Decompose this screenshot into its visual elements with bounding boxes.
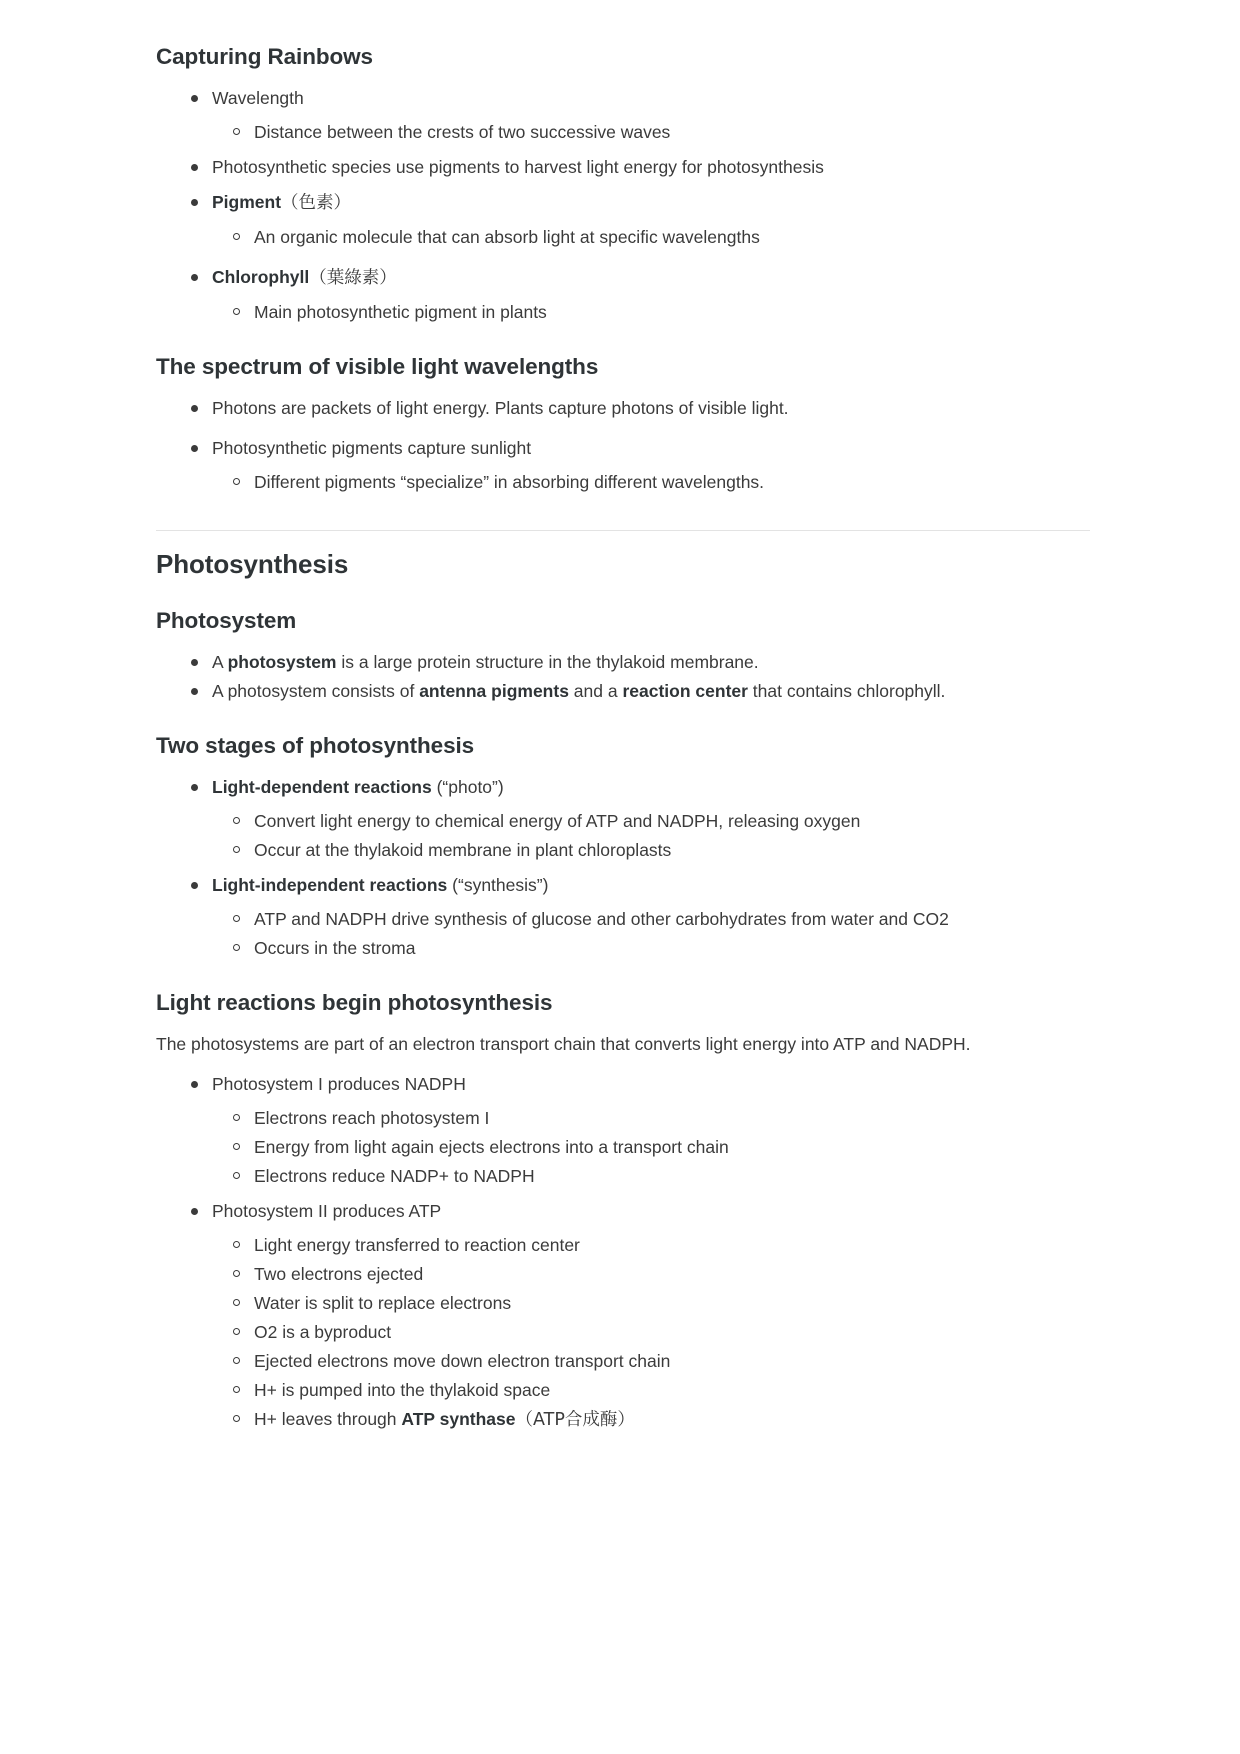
term-atp-synthase: ATP synthase bbox=[401, 1409, 516, 1430]
list-item bbox=[184, 188, 1090, 251]
term-photosystem: photosystem bbox=[227, 652, 337, 672]
list-item-label: Different pigments “specialize” in absorbing different wavelengths. bbox=[254, 472, 765, 492]
list-item bbox=[184, 84, 1090, 146]
list-item bbox=[184, 1070, 1090, 1190]
sublist bbox=[212, 223, 1090, 251]
term-chlorophyll-chinese: （葉綠素） bbox=[309, 268, 397, 288]
text-fragment: A bbox=[212, 652, 228, 672]
term-light-dependent-reactions: Light-dependent reactions bbox=[212, 777, 432, 797]
sublist bbox=[212, 1104, 1090, 1190]
text-fragment: (“photo”) bbox=[431, 777, 504, 797]
text-fragment: A photosystem consists of bbox=[212, 681, 420, 701]
list-capturing-rainbows bbox=[156, 84, 1090, 326]
section-heading-spectrum: The spectrum of visible light wavelengths bbox=[156, 354, 599, 379]
sublist bbox=[212, 298, 1090, 326]
list-item-label: An organic molecule that can absorb light at specific wavelengths bbox=[254, 227, 760, 247]
list-item bbox=[226, 1133, 1090, 1161]
list-item bbox=[226, 1104, 1090, 1132]
chapter-title-photosynthesis: Photosynthesis bbox=[156, 549, 349, 579]
list-item bbox=[226, 1405, 1090, 1434]
list-item-label: Occurs in the stroma bbox=[254, 938, 416, 958]
list-item-label: Electrons reach photosystem I bbox=[254, 1108, 490, 1129]
list-item-label: Photosynthetic pigments capture sunlight bbox=[212, 438, 532, 458]
text-fragment: H+ leaves through bbox=[254, 1409, 402, 1430]
text-fragment: is a large protein structure in the thylakoid membrane. bbox=[336, 652, 759, 672]
list-item bbox=[184, 677, 1090, 705]
sublist bbox=[212, 1231, 1090, 1434]
list-item bbox=[226, 905, 1090, 933]
sublist bbox=[212, 468, 1090, 496]
list-item-label: Light energy transferred to reaction center bbox=[254, 1235, 580, 1256]
list-item bbox=[184, 153, 1090, 181]
sublist bbox=[212, 118, 1090, 146]
list-item bbox=[226, 118, 1090, 146]
list-item-label: H+ is pumped into the thylakoid space bbox=[254, 1380, 551, 1401]
term-pigment-chinese: （色素） bbox=[281, 193, 352, 213]
sublist bbox=[212, 807, 1090, 864]
list-item-label: Photosystem II produces ATP bbox=[212, 1201, 442, 1222]
text-fragment: that contains chlorophyll. bbox=[747, 681, 946, 701]
section-heading-capturing-rainbows: Capturing Rainbows bbox=[156, 44, 373, 69]
list-two-stages bbox=[156, 773, 1090, 962]
term-reaction-center: reaction center bbox=[622, 681, 748, 701]
list-item bbox=[184, 1197, 1090, 1434]
list-item bbox=[184, 434, 1090, 496]
term-pigment: Pigment bbox=[212, 192, 282, 212]
term-antenna-pigments: antenna pigments bbox=[419, 681, 569, 701]
list-item bbox=[226, 468, 1090, 496]
list-item bbox=[226, 1260, 1090, 1288]
list-item-label: Convert light energy to chemical energy of ATP and NADPH, releasing oxygen bbox=[254, 811, 861, 831]
list-light-reactions bbox=[156, 1070, 1090, 1434]
list-item-label: Ejected electrons move down electron transport chain bbox=[254, 1351, 671, 1372]
list-item bbox=[226, 807, 1090, 835]
term-atp-synthase-chinese: （ATP合成酶） bbox=[515, 1410, 635, 1431]
list-item bbox=[226, 1162, 1090, 1190]
list-item bbox=[226, 298, 1090, 326]
list-item bbox=[184, 394, 1090, 422]
list-item bbox=[184, 871, 1090, 962]
list-item bbox=[226, 1347, 1090, 1375]
list-item-label: Distance between the crests of two successive waves bbox=[254, 122, 671, 142]
list-item-label: Photosystem I produces NADPH bbox=[212, 1074, 466, 1095]
list-item-label: Photosynthetic species use pigments to harvest light energy for photosynthesis bbox=[212, 157, 824, 177]
paragraph-light-reactions-intro: The photosystems are part of an electron transport chain that converts light energy into ATP and NADPH. bbox=[156, 1034, 971, 1054]
list-item-label: Water is split to replace electrons bbox=[254, 1293, 512, 1314]
list-item bbox=[226, 1376, 1090, 1404]
list-item bbox=[226, 1231, 1090, 1259]
section-heading-two-stages: Two stages of photosynthesis bbox=[156, 733, 475, 758]
term-chlorophyll: Chlorophyll bbox=[212, 267, 310, 287]
section-heading-photosystem: Photosystem bbox=[156, 608, 297, 633]
list-photosystem bbox=[156, 648, 1090, 705]
list-item-label: Energy from light again ejects electrons into a transport chain bbox=[254, 1137, 729, 1158]
list-item-label: Main photosynthetic pigment in plants bbox=[254, 302, 547, 322]
list-item bbox=[226, 934, 1090, 962]
list-item-label: Electrons reduce NADP+ to NADPH bbox=[254, 1166, 535, 1187]
list-item-label: O2 is a byproduct bbox=[254, 1322, 392, 1343]
section-divider bbox=[156, 530, 1090, 531]
list-item bbox=[184, 263, 1090, 326]
list-item bbox=[184, 648, 1090, 676]
list-item bbox=[226, 836, 1090, 864]
list-spectrum bbox=[156, 394, 1090, 496]
section-heading-light-reactions: Light reactions begin photosynthesis bbox=[156, 990, 553, 1015]
list-item-label: Two electrons ejected bbox=[254, 1264, 424, 1285]
term-light-independent-reactions: Light-independent reactions bbox=[212, 875, 448, 895]
list-item-label: Wavelength bbox=[212, 88, 304, 108]
sublist bbox=[212, 905, 1090, 962]
text-fragment: and a bbox=[568, 681, 623, 701]
list-item bbox=[226, 1318, 1090, 1346]
list-item bbox=[226, 223, 1090, 251]
text-fragment: (“synthesis”) bbox=[447, 875, 549, 895]
list-item bbox=[226, 1289, 1090, 1317]
list-item-label: ATP and NADPH drive synthesis of glucose and other carbohydrates from water and CO2 bbox=[254, 909, 949, 929]
list-item bbox=[184, 773, 1090, 864]
list-item-label: Occur at the thylakoid membrane in plant chloroplasts bbox=[254, 840, 672, 860]
list-item-label: Photons are packets of light energy. Plants capture photons of visible light. bbox=[212, 398, 789, 418]
